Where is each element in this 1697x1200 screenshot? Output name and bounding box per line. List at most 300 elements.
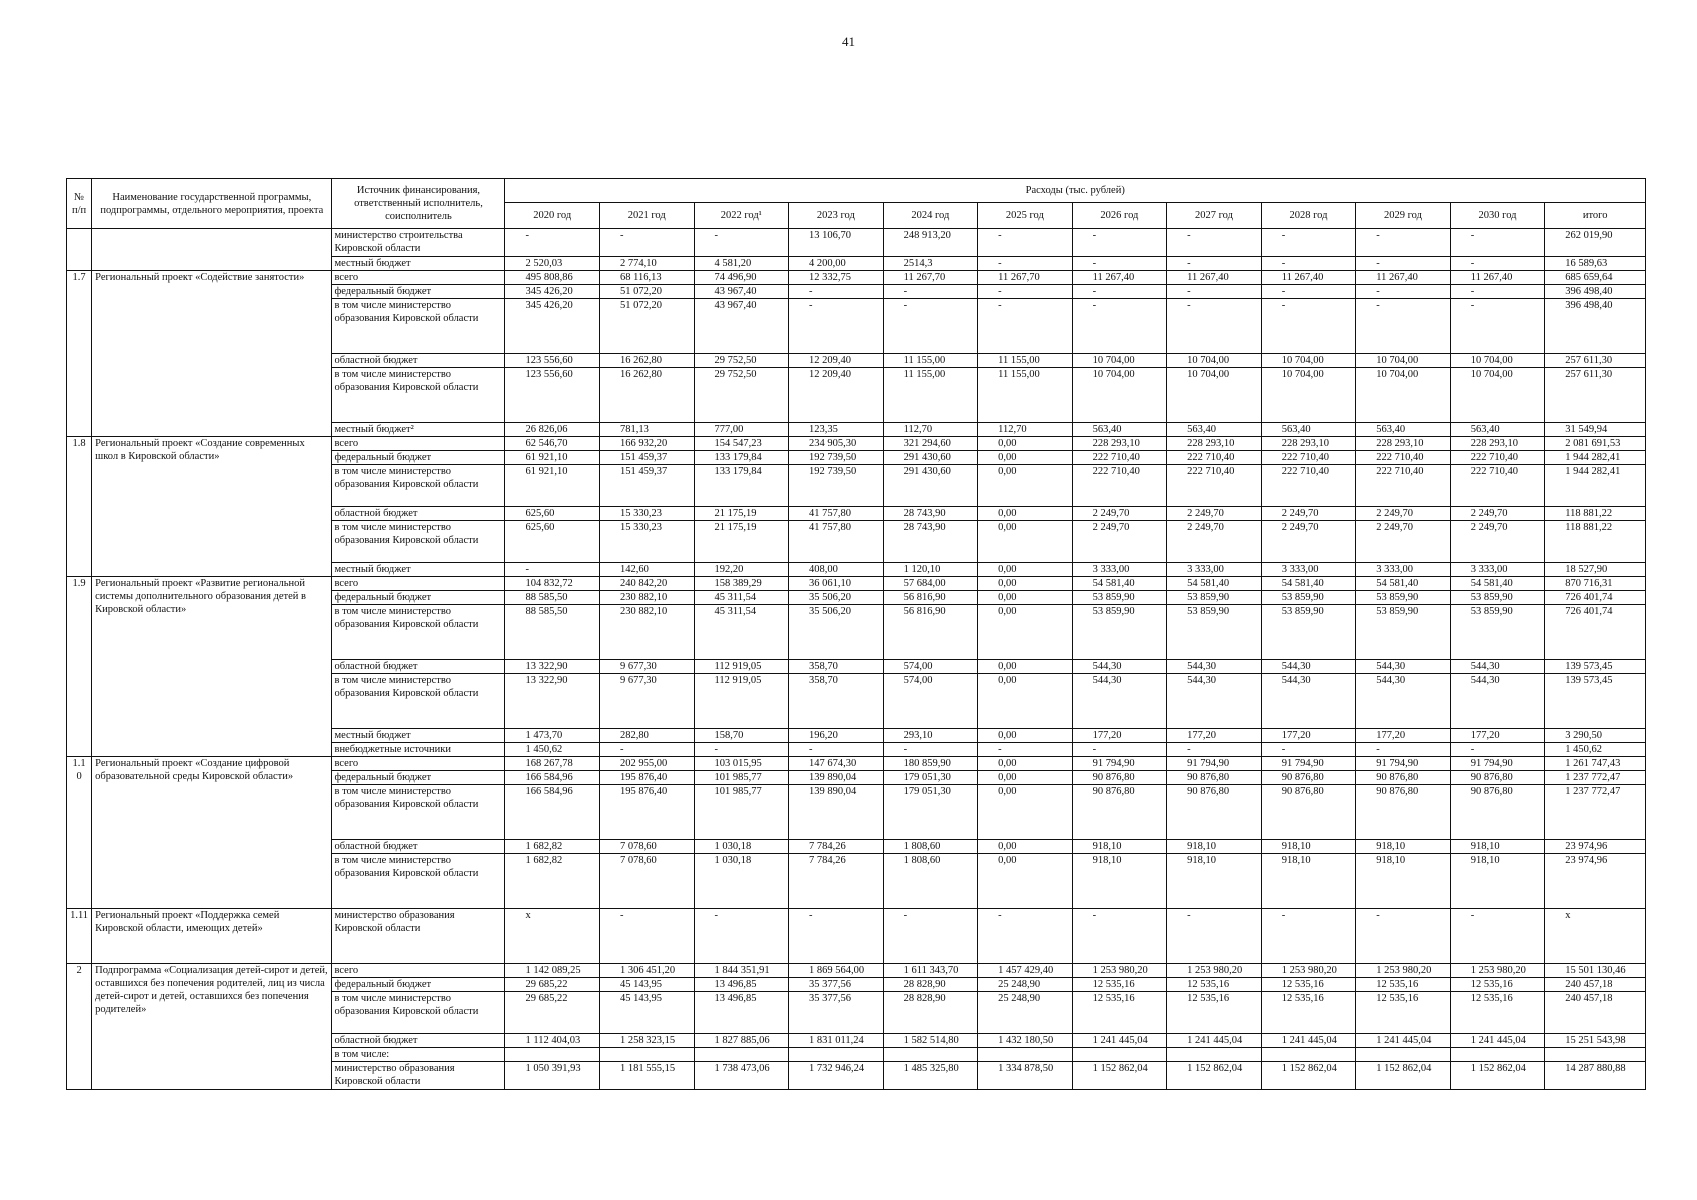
funding-source: федеральный бюджет	[332, 591, 505, 605]
funding-source: местный бюджет	[332, 729, 505, 743]
value-year: 1 611 343,70	[883, 964, 978, 978]
value-year: -	[1072, 299, 1167, 354]
value-year: 1 253 980,20	[1167, 964, 1262, 978]
value-year: 1 112 404,03	[505, 1034, 600, 1048]
header-name: Наименование государственной программы, подпрограммы, отдельного мероприятия, проекта	[92, 179, 332, 229]
value-year: -	[599, 743, 694, 757]
value-year: 230 882,10	[599, 605, 694, 660]
value-year: 29 685,22	[505, 992, 600, 1034]
table-row	[67, 437, 1646, 451]
value-year: 222 710,40	[1261, 465, 1356, 507]
value-year: 0,00	[978, 591, 1073, 605]
value-year: 54 581,40	[1072, 577, 1167, 591]
value-year: 28 743,90	[883, 521, 978, 563]
value-year: 54 581,40	[1167, 577, 1262, 591]
value-year: 2 249,70	[1261, 507, 1356, 521]
value-year: 1 306 451,20	[599, 964, 694, 978]
value-year: 57 684,00	[883, 577, 978, 591]
value-year: 54 581,40	[1261, 577, 1356, 591]
value-year: 495 808,86	[505, 271, 600, 285]
program-name: Региональный проект «Содействие занятости»	[92, 271, 332, 437]
value-year: 0,00	[978, 729, 1073, 743]
value-year: 0,00	[978, 771, 1073, 785]
value-year: 4 581,20	[694, 257, 789, 271]
value-year: 2514,3	[883, 257, 978, 271]
value-year: 142,60	[599, 563, 694, 577]
value-total: 118 881,22	[1545, 521, 1646, 563]
funding-source: в том числе министерство образования Кировской области	[332, 299, 505, 354]
value-year: 544,30	[1450, 660, 1545, 674]
value-year: 68 116,13	[599, 271, 694, 285]
value-year: 11 267,40	[1167, 271, 1262, 285]
value-total: 15 501 130,46	[1545, 964, 1646, 978]
funding-source: местный бюджет	[332, 257, 505, 271]
value-year: -	[1450, 743, 1545, 757]
value-year: 0,00	[978, 660, 1073, 674]
value-year: 1 253 980,20	[1356, 964, 1451, 978]
value-year: 112 919,05	[694, 674, 789, 729]
value-year: 28 828,90	[883, 992, 978, 1034]
value-year: 112,70	[978, 423, 1073, 437]
value-year: 2 520,03	[505, 257, 600, 271]
value-year: 90 876,80	[1450, 771, 1545, 785]
value-year: -	[883, 909, 978, 964]
value-year: -	[1167, 229, 1262, 257]
value-year: 1 582 514,80	[883, 1034, 978, 1048]
value-year: 158 389,29	[694, 577, 789, 591]
value-year: -	[789, 909, 884, 964]
value-year: 3 333,00	[1072, 563, 1167, 577]
value-total: 726 401,74	[1545, 591, 1646, 605]
value-year: -	[599, 229, 694, 257]
funding-source: в том числе министерство образования Кировской области	[332, 854, 505, 909]
value-year: 10 704,00	[1450, 354, 1545, 368]
value-year: 7 784,26	[789, 854, 884, 909]
value-year: 1 485 325,80	[883, 1062, 978, 1090]
value-year: 563,40	[1450, 423, 1545, 437]
value-total: 23 974,96	[1545, 854, 1646, 909]
table-header	[67, 179, 1646, 229]
value-year: 0,00	[978, 563, 1073, 577]
value-year: -	[1356, 257, 1451, 271]
value-year: -	[1261, 299, 1356, 354]
value-year: 2 249,70	[1072, 521, 1167, 563]
value-year: 12 535,16	[1167, 992, 1262, 1034]
value-year: 918,10	[1356, 840, 1451, 854]
value-year: -	[789, 299, 884, 354]
value-year: 0,00	[978, 605, 1073, 660]
value-year: 177,20	[1356, 729, 1451, 743]
value-year: -	[1261, 909, 1356, 964]
value-year: 11 155,00	[883, 368, 978, 423]
value-year: 123,35	[789, 423, 884, 437]
value-total: 1 237 772,47	[1545, 771, 1646, 785]
value-year: 918,10	[1261, 840, 1356, 854]
funding-source: всего	[332, 757, 505, 771]
value-total: 396 498,40	[1545, 285, 1646, 299]
value-year: 544,30	[1167, 660, 1262, 674]
value-year: 91 794,90	[1261, 757, 1356, 771]
value-year: 10 704,00	[1072, 368, 1167, 423]
value-year: 54 581,40	[1450, 577, 1545, 591]
value-year: 195 876,40	[599, 785, 694, 840]
value-year: 918,10	[1450, 840, 1545, 854]
program-name: Подпрограмма «Социализация детей-сирот и детей, оставшихся без попечения родителей, лиц из числа детей-сирот и детей, оставшихся без попечения родителей»	[92, 964, 332, 1090]
value-year: 12 332,75	[789, 271, 884, 285]
value-total: 240 457,18	[1545, 992, 1646, 1034]
value-year: 51 072,20	[599, 285, 694, 299]
funding-source: всего	[332, 437, 505, 451]
value-year: -	[1072, 743, 1167, 757]
value-total: 262 019,90	[1545, 229, 1646, 257]
value-year: 248 913,20	[883, 229, 978, 257]
value-year: 1 241 445,04	[1356, 1034, 1451, 1048]
funding-source: областной бюджет	[332, 354, 505, 368]
value-year: 1 181 555,15	[599, 1062, 694, 1090]
value-year: 29 685,22	[505, 978, 600, 992]
value-year: 53 859,90	[1356, 591, 1451, 605]
value-year: 11 267,70	[978, 271, 1073, 285]
funding-source: областной бюджет	[332, 1034, 505, 1048]
value-year: 544,30	[1072, 660, 1167, 674]
value-year: 90 876,80	[1356, 771, 1451, 785]
value-year: -	[1072, 229, 1167, 257]
value-year: 918,10	[1072, 840, 1167, 854]
value-year: 192,20	[694, 563, 789, 577]
header-year-6: 2026 год	[1072, 203, 1167, 229]
funding-source: в том числе:	[332, 1048, 505, 1062]
value-year: 179 051,30	[883, 785, 978, 840]
value-year: 0,00	[978, 757, 1073, 771]
value-year: 56 816,90	[883, 591, 978, 605]
value-year: 2 249,70	[1072, 507, 1167, 521]
value-year: 180 859,90	[883, 757, 978, 771]
value-year	[599, 1048, 694, 1062]
value-year: 222 710,40	[1450, 451, 1545, 465]
value-year: 12 209,40	[789, 368, 884, 423]
row-number: 1.7	[67, 271, 92, 437]
value-year: 35 377,56	[789, 978, 884, 992]
value-year: -	[505, 563, 600, 577]
header-year-10: 2030 год	[1450, 203, 1545, 229]
value-year: -	[883, 299, 978, 354]
funding-source: всего	[332, 577, 505, 591]
page-number: 41	[842, 34, 855, 49]
funding-source: федеральный бюджет	[332, 285, 505, 299]
funding-source: в том числе министерство образования Кировской области	[332, 465, 505, 507]
value-total: 257 611,30	[1545, 354, 1646, 368]
value-total: 139 573,45	[1545, 674, 1646, 729]
table-row	[67, 229, 1646, 257]
value-year: 45 311,54	[694, 591, 789, 605]
value-year: 1 253 980,20	[1450, 964, 1545, 978]
value-total: x	[1545, 909, 1646, 964]
value-year: 61 921,10	[505, 465, 600, 507]
value-year: 154 547,23	[694, 437, 789, 451]
value-year: 1 473,70	[505, 729, 600, 743]
value-year: -	[1356, 743, 1451, 757]
value-total: 1 237 772,47	[1545, 785, 1646, 840]
value-year: 11 267,40	[1261, 271, 1356, 285]
value-year: x	[505, 909, 600, 964]
value-year: 11 155,00	[883, 354, 978, 368]
value-year: 358,70	[789, 660, 884, 674]
value-year	[505, 1048, 600, 1062]
value-year: 51 072,20	[599, 299, 694, 354]
value-year: -	[1167, 909, 1262, 964]
value-year: 4 200,00	[789, 257, 884, 271]
value-year: -	[1356, 229, 1451, 257]
value-year: 101 985,77	[694, 771, 789, 785]
value-year: 222 710,40	[1167, 465, 1262, 507]
value-year: 192 739,50	[789, 451, 884, 465]
funding-source: министерство строительства Кировской области	[332, 229, 505, 257]
value-year: 54 581,40	[1356, 577, 1451, 591]
value-year: 1 808,60	[883, 840, 978, 854]
value-year: 293,10	[883, 729, 978, 743]
value-total: 3 290,50	[1545, 729, 1646, 743]
value-year: 21 175,19	[694, 521, 789, 563]
value-year: 90 876,80	[1072, 785, 1167, 840]
value-year: 29 752,50	[694, 354, 789, 368]
value-year: 625,60	[505, 521, 600, 563]
value-year: 291 430,60	[883, 451, 978, 465]
value-year: 35 377,56	[789, 992, 884, 1034]
value-year: 12 535,16	[1167, 978, 1262, 992]
value-year: -	[1261, 229, 1356, 257]
value-year: 53 859,90	[1450, 591, 1545, 605]
value-year: 228 293,10	[1450, 437, 1545, 451]
value-year: 0,00	[978, 785, 1073, 840]
value-year: 918,10	[1167, 840, 1262, 854]
value-year: 2 249,70	[1167, 521, 1262, 563]
value-total: 16 589,63	[1545, 257, 1646, 271]
value-year: 1 432 180,50	[978, 1034, 1073, 1048]
value-year: 10 704,00	[1167, 354, 1262, 368]
value-year: 1 738 473,06	[694, 1062, 789, 1090]
value-year: 112,70	[883, 423, 978, 437]
value-year: 12 535,16	[1261, 978, 1356, 992]
value-year: 1 241 445,04	[1261, 1034, 1356, 1048]
value-total: 1 944 282,41	[1545, 451, 1646, 465]
value-year: 1 732 946,24	[789, 1062, 884, 1090]
value-year: 0,00	[978, 451, 1073, 465]
value-year: 1 450,62	[505, 743, 600, 757]
value-year: 1 808,60	[883, 854, 978, 909]
value-year: 195 876,40	[599, 771, 694, 785]
value-year: 1 030,18	[694, 840, 789, 854]
value-year: 53 859,90	[1072, 591, 1167, 605]
value-year: 228 293,10	[1356, 437, 1451, 451]
value-year: -	[789, 285, 884, 299]
value-year: -	[789, 743, 884, 757]
value-year: 28 828,90	[883, 978, 978, 992]
value-year: 3 333,00	[1167, 563, 1262, 577]
value-year: 35 506,20	[789, 605, 884, 660]
value-year: 0,00	[978, 521, 1073, 563]
value-total: 726 401,74	[1545, 605, 1646, 660]
value-year: 12 535,16	[1261, 992, 1356, 1034]
value-year: 62 546,70	[505, 437, 600, 451]
value-year: 574,00	[883, 660, 978, 674]
value-year: -	[883, 743, 978, 757]
row-number: 1.8	[67, 437, 92, 577]
value-year	[1261, 1048, 1356, 1062]
value-year: 10 704,00	[1261, 368, 1356, 423]
value-year: 240 842,20	[599, 577, 694, 591]
value-year: 112 919,05	[694, 660, 789, 674]
funding-source: федеральный бюджет	[332, 771, 505, 785]
value-year: 43 967,40	[694, 299, 789, 354]
value-year: 56 816,90	[883, 605, 978, 660]
value-year: 563,40	[1261, 423, 1356, 437]
value-total: 118 881,22	[1545, 507, 1646, 521]
value-year: 166 584,96	[505, 785, 600, 840]
value-year: 228 293,10	[1261, 437, 1356, 451]
funding-source: областной бюджет	[332, 840, 505, 854]
value-year: -	[883, 285, 978, 299]
program-name	[92, 229, 332, 271]
value-year: 10 704,00	[1261, 354, 1356, 368]
header-year-3: 2023 год	[789, 203, 884, 229]
value-year: -	[1450, 299, 1545, 354]
funding-source: местный бюджет	[332, 563, 505, 577]
value-year: 228 293,10	[1167, 437, 1262, 451]
value-year: 88 585,50	[505, 605, 600, 660]
value-year: 0,00	[978, 840, 1073, 854]
value-year: 574,00	[883, 674, 978, 729]
value-year: 12 535,16	[1072, 992, 1167, 1034]
value-year: 25 248,90	[978, 992, 1073, 1034]
value-year: 13 496,85	[694, 978, 789, 992]
value-year: 544,30	[1072, 674, 1167, 729]
value-year: 91 794,90	[1167, 757, 1262, 771]
value-total: 396 498,40	[1545, 299, 1646, 354]
value-year: -	[1356, 285, 1451, 299]
funding-source: в том числе министерство образования Кировской области	[332, 521, 505, 563]
header-year-8: 2028 год	[1261, 203, 1356, 229]
value-year: 91 794,90	[1450, 757, 1545, 771]
value-year: 13 322,90	[505, 660, 600, 674]
value-year: 918,10	[1261, 854, 1356, 909]
table-body	[67, 229, 1646, 1090]
value-year: 103 015,95	[694, 757, 789, 771]
value-year: 222 710,40	[1261, 451, 1356, 465]
value-year: 74 496,90	[694, 271, 789, 285]
value-year: 15 330,23	[599, 507, 694, 521]
value-year: 45 143,95	[599, 978, 694, 992]
value-year: 15 330,23	[599, 521, 694, 563]
funding-source: министерство образования Кировской области	[332, 909, 505, 964]
value-year: 147 674,30	[789, 757, 884, 771]
value-year: 2 249,70	[1356, 521, 1451, 563]
value-year: 123 556,60	[505, 354, 600, 368]
value-year: 0,00	[978, 577, 1073, 591]
value-year: 544,30	[1261, 660, 1356, 674]
value-year: 1 334 878,50	[978, 1062, 1073, 1090]
value-year: 1 844 351,91	[694, 964, 789, 978]
value-year: -	[1072, 257, 1167, 271]
value-year: 12 209,40	[789, 354, 884, 368]
header-year-5: 2025 год	[978, 203, 1073, 229]
value-year: 12 535,16	[1356, 978, 1451, 992]
value-year: 544,30	[1356, 674, 1451, 729]
header-expenses: Расходы (тыс. рублей)	[505, 179, 1646, 203]
value-year: -	[1450, 909, 1545, 964]
value-year: 345 426,20	[505, 285, 600, 299]
value-year: 177,20	[1167, 729, 1262, 743]
value-year: 3 333,00	[1450, 563, 1545, 577]
value-year: 563,40	[1072, 423, 1167, 437]
value-total: 685 659,64	[1545, 271, 1646, 285]
value-year: 222 710,40	[1072, 451, 1167, 465]
value-total: 1 450,62	[1545, 743, 1646, 757]
value-year: 2 774,10	[599, 257, 694, 271]
value-year: 12 535,16	[1450, 992, 1545, 1034]
value-year: 2 249,70	[1261, 521, 1356, 563]
value-year	[1450, 1048, 1545, 1062]
value-year: 1 152 862,04	[1450, 1062, 1545, 1090]
value-year: -	[1261, 257, 1356, 271]
value-year: 1 869 564,00	[789, 964, 884, 978]
value-year: 166 932,20	[599, 437, 694, 451]
value-total: 2 081 691,53	[1545, 437, 1646, 451]
value-year: 158,70	[694, 729, 789, 743]
value-year: 0,00	[978, 507, 1073, 521]
value-year: 10 704,00	[1450, 368, 1545, 423]
value-year: 10 704,00	[1072, 354, 1167, 368]
header-year-7: 2027 год	[1167, 203, 1262, 229]
value-year: 7 078,60	[599, 840, 694, 854]
value-year: 544,30	[1167, 674, 1262, 729]
value-year: 53 859,90	[1167, 591, 1262, 605]
value-year: 1 831 011,24	[789, 1034, 884, 1048]
value-total: 14 287 880,88	[1545, 1062, 1646, 1090]
value-year: 0,00	[978, 465, 1073, 507]
funding-source: министерство образования Кировской области	[332, 1062, 505, 1090]
value-year: 291 430,60	[883, 465, 978, 507]
value-year: -	[694, 909, 789, 964]
value-year: 0,00	[978, 854, 1073, 909]
value-year	[694, 1048, 789, 1062]
value-year: 1 253 980,20	[1261, 964, 1356, 978]
header-source: Источник финансирования, ответственный исполнитель, соисполнитель	[332, 179, 505, 229]
value-year: 41 757,80	[789, 521, 884, 563]
value-year: 26 826,06	[505, 423, 600, 437]
value-year: 11 267,70	[883, 271, 978, 285]
value-year: 90 876,80	[1450, 785, 1545, 840]
value-year: -	[1356, 909, 1451, 964]
value-year: 123 556,60	[505, 368, 600, 423]
value-year: 2 249,70	[1167, 507, 1262, 521]
header-num: № п/п	[67, 179, 92, 229]
value-year: 10 704,00	[1356, 354, 1451, 368]
funding-source: внебюджетные источники	[332, 743, 505, 757]
value-year: 3 333,00	[1261, 563, 1356, 577]
value-year: 11 267,40	[1356, 271, 1451, 285]
row-number: 1.10	[67, 757, 92, 909]
value-year: 10 704,00	[1356, 368, 1451, 423]
value-year: -	[978, 229, 1073, 257]
funding-source: федеральный бюджет	[332, 451, 505, 465]
value-year: 11 267,40	[1072, 271, 1167, 285]
value-year: 29 752,50	[694, 368, 789, 423]
value-year: 544,30	[1261, 674, 1356, 729]
value-year: 1 241 445,04	[1167, 1034, 1262, 1048]
value-year: 1 142 089,25	[505, 964, 600, 978]
funding-source: всего	[332, 271, 505, 285]
value-year: -	[1261, 743, 1356, 757]
